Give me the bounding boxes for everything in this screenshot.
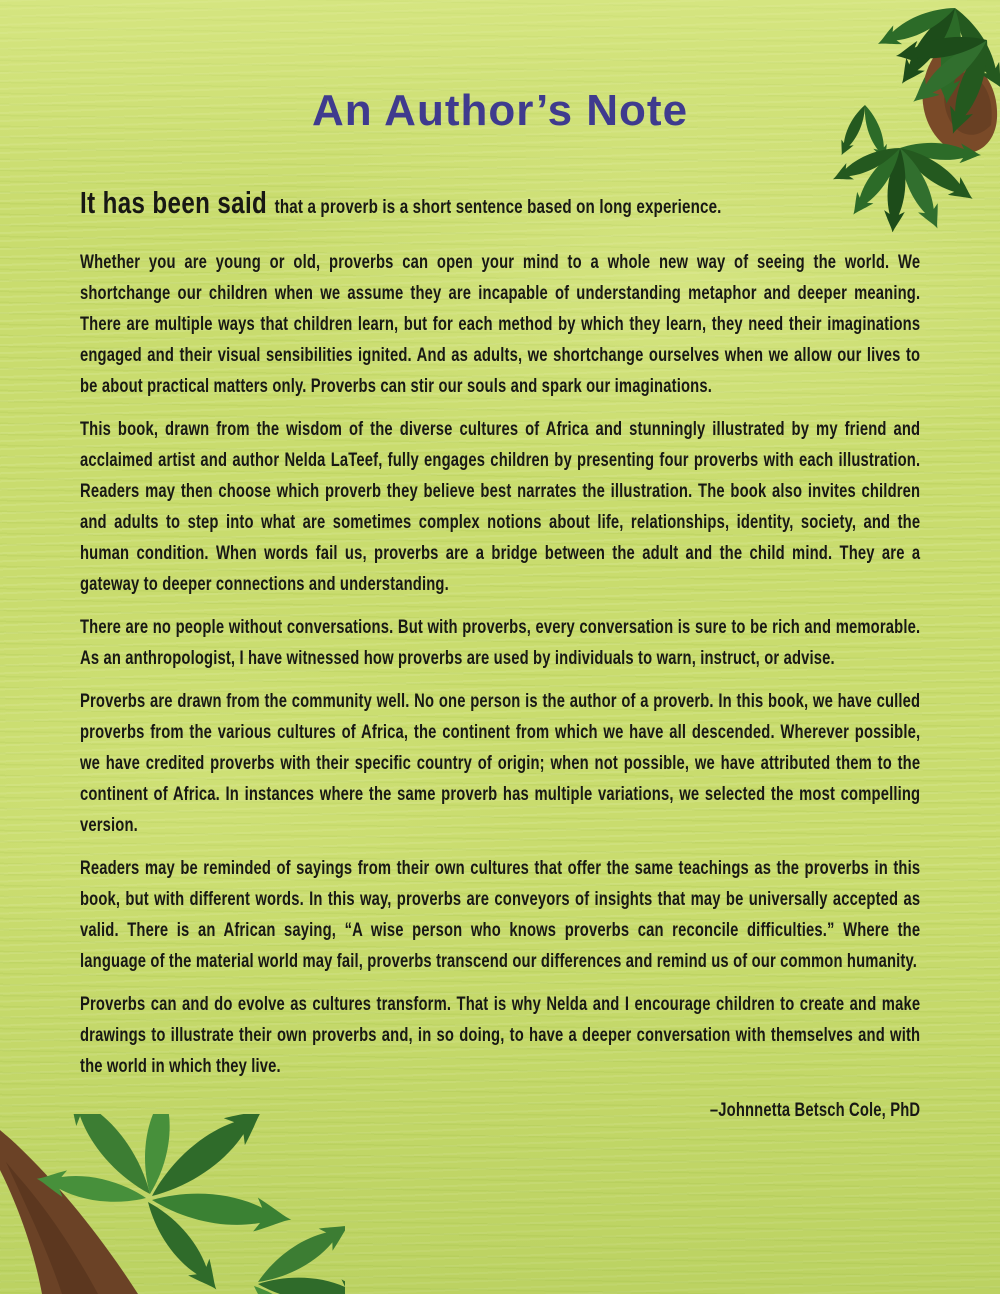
lead-paragraph: [80, 185, 920, 225]
body-paragraph-4: Proverbs are drawn from the community well. No one person is the author of a proverb. In this book, we have culled proverbs from the various cultures of Africa, the continent from which we have all descended. Wherever possible, we have credited proverbs with their specific country of origin; when not possible, we have attributed them to the continent of Africa. In instances where the same proverb has multiple variations, we selected the most compelling version.: [80, 691, 921, 836]
body-paragraph-3: There are no people without conversations. But with proverbs, every conversation is sure to be rich and memorable. As an anthropologist, I have witnessed how proverbs are used by individuals to warn, instruct, or advise.: [80, 617, 921, 669]
body-paragraph-5: Readers may be reminded of sayings from their own cultures that offer the same teachings as the proverbs in this book, but with different words. In this way, proverbs are conveyors of insights that may be universally accepted as valid. There is an African saying, “A wise person who knows proverbs can reconcile difficulties.” Where the language of the material world may fail, proverbs transcend our differences and remind us of our common humanity.: [80, 858, 921, 972]
body-paragraph-6: Proverbs can and do evolve as cultures transform. That is why Nelda and I encourage children to create and make drawings to illustrate their own proverbs and, in so doing, to have a deeper conversation with themselves and with the world in which they live.: [80, 994, 921, 1077]
lead-text: that a proverb is a short sentence based on long experience.: [274, 196, 722, 218]
lead-emphasis: It has been said: [80, 185, 268, 220]
page-title: An Author’s Note: [311, 86, 689, 135]
author-signature: –Johnnetta Betsch Cole, PhD: [709, 1100, 921, 1121]
palm-tree-illustration: [0, 1114, 345, 1294]
note-content: [80, 185, 920, 1122]
body-paragraph-1: Whether you are young or old, proverbs can open your mind to a whole new way of seeing the world. We shortchange our children when we assume they are incapable of understanding metaphor and deeper meaning. There are multiple ways that children learn, but for each method by which they learn, they need their imaginations engaged and their visual sensibilities ignited. And as adults, we shortchange ourselves when we allow our lives to be about practical matters only. Proverbs can stir our souls and spark our imaginations.: [80, 252, 921, 397]
body-paragraph-2: This book, drawn from the wisdom of the diverse cultures of Africa and stunningly illustrated by my friend and acclaimed artist and author Nelda LaTeef, fully engages children by presenting four proverbs with each illustration. Readers may then choose which proverb they believe best narrates the illustration. The book also invites children and adults to step into what are sometimes complex notions about life, relationships, identity, society, and the human condition. When words fail us, proverbs are a bridge between the adult and the child mind. They are a gateway to deeper connections and understanding.: [80, 419, 921, 595]
